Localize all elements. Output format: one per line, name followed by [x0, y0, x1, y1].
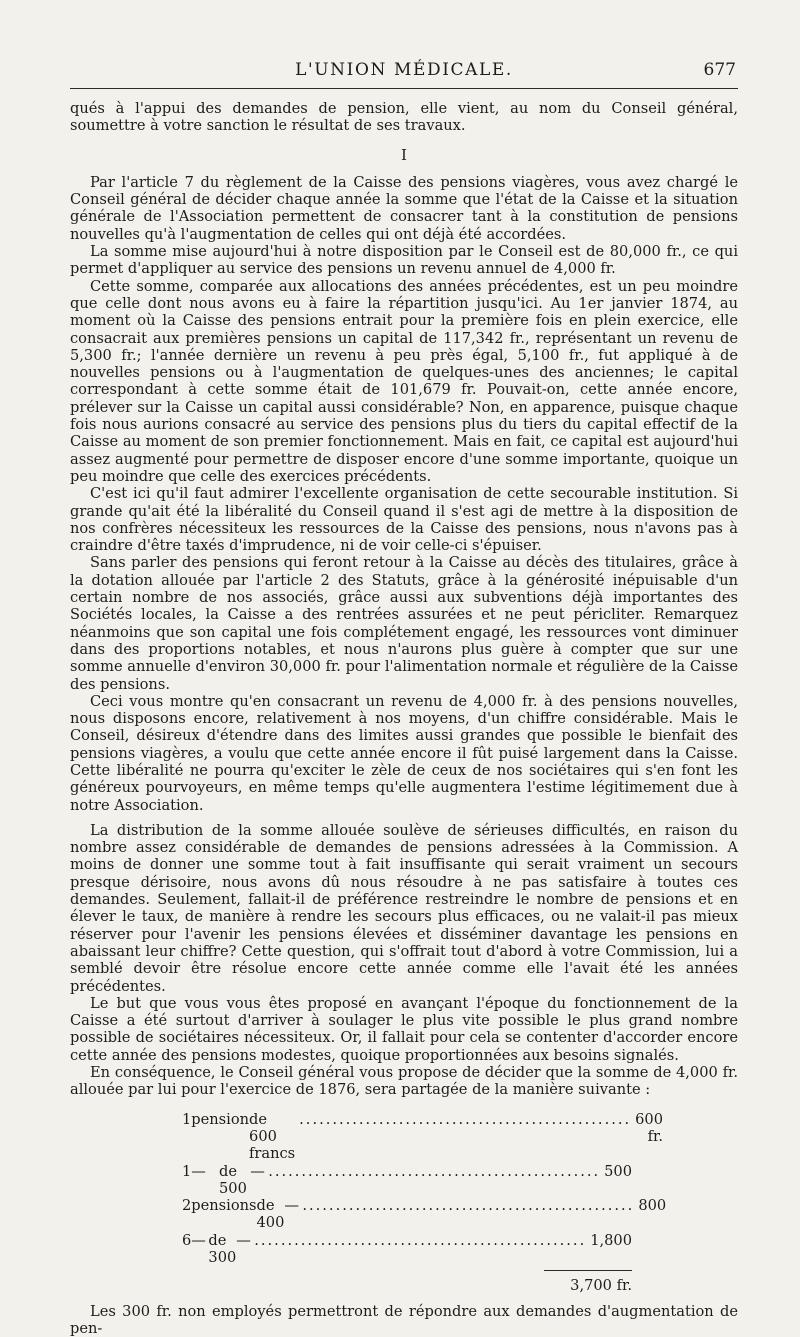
row-quantity: 2: [182, 1197, 192, 1215]
row-amount: 500: [604, 1162, 632, 1180]
paragraph-6: Ceci vous montre qu'en consacrant un revenu de 4,000 fr. à des pensions nouvelles, nous disposons encore, relativement à nos moyens, d'un chiffre considérable. Mais le Conseil, désireux d'étendre dans des limites aussi grandes que possible le bienfait des pensions viagères, a voulu que cette année encore il fût puisé largement dans la Caisse. Cette libéralité ne pourra qu'exciter le zèle de ceux de nos sociétaires qui s'en font les généreux pourvoyeurs, en même temps qu'elle augmentera l'estime légitimement due à notre Association.: [70, 692, 738, 814]
row-ditto: —: [284, 1197, 299, 1215]
paragraph-7: La distribution de la somme allouée soulève de sérieuses difficultés, en raison du nombre assez considérable de demandes de pensions adressées à la Commission. A moins de donner une somme tout à fait insuffisante qui serait vraiment un secours presque dérisoire, nous avons dû nous résoudre à ne pas satisfaire à toutes ces demandes. Seulement, fallait-il de préférence restreindre le nombre de pensions et en élever le taux, de manière à rendre les secours plus efficaces, ou ne valait-il pas mieux réserver pour l'avenir les pensions élevées et disséminer davantage les pensions en abaissant leur chiffre? Cette question, qui s'offrait tout d'abord à votre Commission, lui a semblé devoir être résolue encore cette année comme elle l'avait été les années précédentes.: [70, 821, 738, 995]
row-amount: 800: [638, 1197, 667, 1215]
paragraph-1: Par l'article 7 du règlement de la Caisse des pensions viagères, vous avez chargé le Conseil général de décider chaque année la somme que l'état de la Caisse et la situation générale de l'Association permettent de consacrer tant à la constitution de pensions nouvelles qu'à l'augmentation de celles qui ont déjà été accordées.: [70, 173, 738, 243]
paragraph-9: En conséquence, le Conseil général vous propose de décider que la somme de 4,000 fr. allouée par lui pour l'exercice de 1876, sera partagée de la manière suivante :: [70, 1064, 738, 1099]
dot-leader: ..................................................: [254, 1231, 587, 1249]
row-amount: 600 fr.: [635, 1110, 663, 1145]
row-label: —: [191, 1231, 206, 1249]
table-row: [182, 1163, 632, 1198]
paragraph-2: La somme mise aujourd'hui à notre disposition par le Conseil est de 80,000 fr., ce qui permet d'appliquer au service des pensions un revenu annuel de 4,000 fr.: [70, 243, 738, 278]
table-row: [182, 1197, 667, 1232]
paragraph-continued: qués à l'appui des demandes de pension, elle vient, au nom du Conseil général, soumettre à votre sanction le résultat de ses travaux.: [70, 100, 738, 135]
journal-title: L'UNION MÉDICALE.: [295, 60, 513, 80]
dot-leader: ..................................................: [302, 1197, 635, 1215]
dot-leader: ..................................................: [299, 1110, 632, 1128]
row-ditto: —: [250, 1162, 265, 1180]
row-quantity: 1: [182, 1162, 192, 1180]
paragraph-3: Cette somme, comparée aux allocations des années précédentes, est un peu moindre que celle dont nous avons eu à faire la répartition jusqu'ici. Au 1er janvier 1874, au moment où la Caisse des pensions entrait pour la première fois en plein exercice, elle consacrait aux premières pensions un capital de 117,342 fr., représentant un revenu de 5,300 fr.; l'année dernière un revenu à peu près égal, 5,100 fr., fut appliqué à de nouvelles pensions ou à l'augmentation de quelques-unes des anciennes; le capital correspondant à cette somme était de 101,679 fr. Pouvait-on, cette année encore, prélever sur la Caisse un capital aussi considérable? Non, en apparence, puisque chaque fois nous aurions consacré au service des pensions plus du tiers du capital effectif de la Caisse au moment de son premier fonctionnement. Mais en fait, ce capital est aujourd'hui assez augmenté pour permettre de disposer encore d'une somme importante, quoique un peu moindre que celle des exercices précédents.: [70, 277, 738, 485]
dot-leader: ..................................................: [268, 1162, 601, 1180]
total-rule: [544, 1270, 632, 1271]
total-amount: 3,700 fr.: [570, 1277, 632, 1295]
row-label: pension: [191, 1110, 250, 1128]
table-row: [182, 1232, 632, 1267]
section-number: I: [401, 145, 407, 164]
row-label: pensions: [191, 1197, 257, 1215]
row-quantity: 6: [182, 1231, 192, 1249]
row-rate: de 300: [208, 1231, 237, 1266]
row-ditto: —: [236, 1231, 251, 1249]
row-rate: de 500: [219, 1162, 247, 1197]
row-rate: de 600 francs: [249, 1110, 296, 1163]
paragraph-8: Le but que vous vous êtes proposé en avançant l'époque du fonctionnement de la Caisse a été surtout d'arriver à soulager le plus vite possible le plus grand nombre possible de sociétaires nécessiteux. Or, il fallait pour cela se contenter d'accorder encore cette année des pensions modestes, quoique proportionnées aux besoins signalés.: [70, 994, 738, 1064]
paragraph-10: Les 300 fr. non employés permettront de répondre aux demandes d'augmentation de pen-: [70, 1302, 738, 1337]
running-header: [70, 58, 738, 89]
article-body: [70, 100, 738, 1337]
table-row: [182, 1110, 663, 1163]
total-row: [182, 1277, 632, 1294]
paragraph-5: Sans parler des pensions qui feront retour à la Caisse au décès des titulaires, grâce à la dotation allouée par l'article 2 des Statuts, grâce à la générosité inépuisable d'un certain nombre de nos associés, grâce aussi aux subventions déjà importantes des Sociétés locales, la Caisse a des rentrées assurées et ne peut péricliter. Remarquez néanmoins que son capital une fois complétement engagé, les ressources vont diminuer dans des proportions notables, et nous n'aurons plus guère à compter que sur une somme annuelle d'environ 30,000 fr. pour l'alimentation normale et régulière de la Caisse des pensions.: [70, 554, 738, 693]
page-number: 677: [703, 60, 736, 80]
row-quantity: 1: [182, 1110, 192, 1128]
row-rate: de 400: [256, 1197, 285, 1232]
paragraph-4: C'est ici qu'il faut admirer l'excellente organisation de cette secourable institution. Si grande qu'ait été la libéralité du Conseil quand il s'est agi de mettre à la disposition de nos confrères nécessiteux les ressources de la Caisse des pensions, nous n'avons pas à craindre d'être taxés d'imprudence, ni de voir celle-ci s'épuiser.: [70, 485, 738, 555]
allocation-table: [182, 1110, 667, 1295]
row-amount: 1,800: [590, 1231, 632, 1249]
row-label: —: [191, 1162, 206, 1180]
